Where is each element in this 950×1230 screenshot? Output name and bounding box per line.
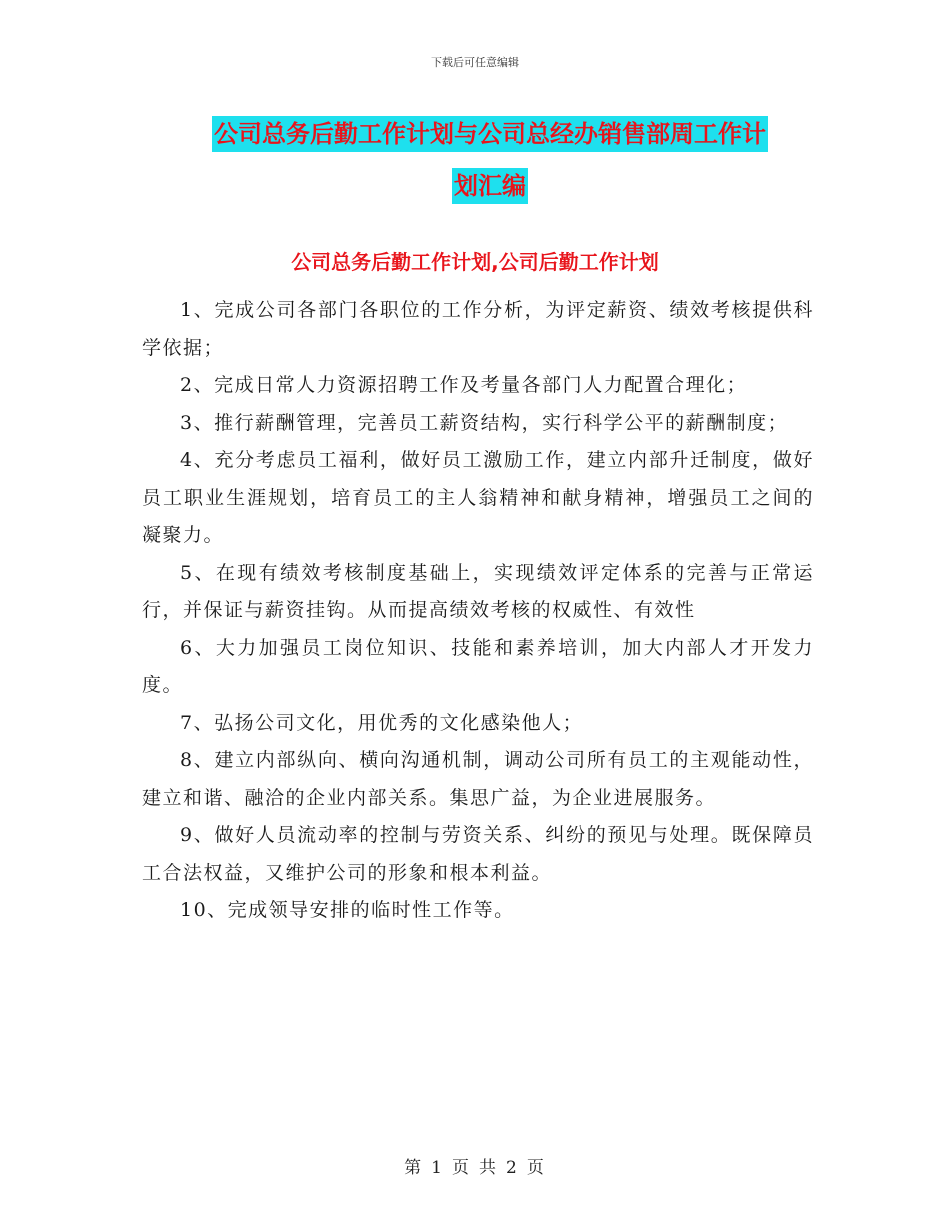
page-label-total-prefix: 共	[479, 1158, 498, 1178]
page-label-suffix: 页	[526, 1158, 546, 1178]
document-title-line-2: 划汇编	[452, 168, 528, 204]
page-total-number: 2	[506, 1158, 519, 1178]
page-label-prefix: 第	[404, 1158, 424, 1178]
page-header-note: 下载后可任意编辑	[431, 56, 519, 69]
paragraph-item-1: 1、完成公司各部门各职位的工作分析，为评定薪资、绩效考核提供科学依据；	[142, 299, 814, 359]
paragraph-item-5: 5、在现有绩效考核制度基础上，实现绩效评定体系的完善与正常运行，并保证与薪资挂钩。从而提高绩效考核的权威性、有效性	[142, 561, 814, 621]
paragraph-item-4: 4、充分考虑员工福利，做好员工激励工作，建立内部升迁制度，做好员工职业生涯规划，培育员工的主人翁精神和献身精神，增强员工之间的凝聚力。	[142, 449, 814, 546]
paragraph-item-3: 3、推行薪酬管理，完善员工薪资结构，实行科学公平的薪酬制度；	[180, 411, 789, 434]
paragraph-item-2: 2、完成日常人力资源招聘工作及考量各部门人力配置合理化；	[180, 374, 748, 396]
page-label-mid: 页	[452, 1158, 471, 1178]
page-current-number: 1	[431, 1158, 444, 1178]
paragraph-item-9: 9、做好人员流动率的控制与劳资关系、纠纷的预见与处理。既保障员工合法权益，又维护公司的形象和根本利益。	[142, 824, 814, 884]
document-title-line-1: 公司总务后勤工作计划与公司总经办销售部周工作计	[212, 116, 768, 152]
document-body	[142, 292, 814, 930]
paragraph-item-6: 6、大力加强员工岗位知识、技能和素养培训，加大内部人才开发力度。	[142, 636, 814, 696]
document-title	[140, 108, 840, 212]
paragraph-item-7: 7、弘扬公司文化，用优秀的文化感染他人；	[180, 711, 584, 734]
page-footer	[0, 1153, 950, 1178]
paragraph-item-8: 8、建立内部纵向、横向沟通机制，调动公司所有员工的主观能动性，建立和谐、融洽的企业内部关系。集思广益，为企业进展服务。	[142, 749, 814, 809]
section-heading: 公司总务后勤工作计划,公司后勤工作计划	[291, 250, 659, 274]
paragraph-item-10: 10、完成领导安排的临时性工作等。	[180, 899, 515, 921]
